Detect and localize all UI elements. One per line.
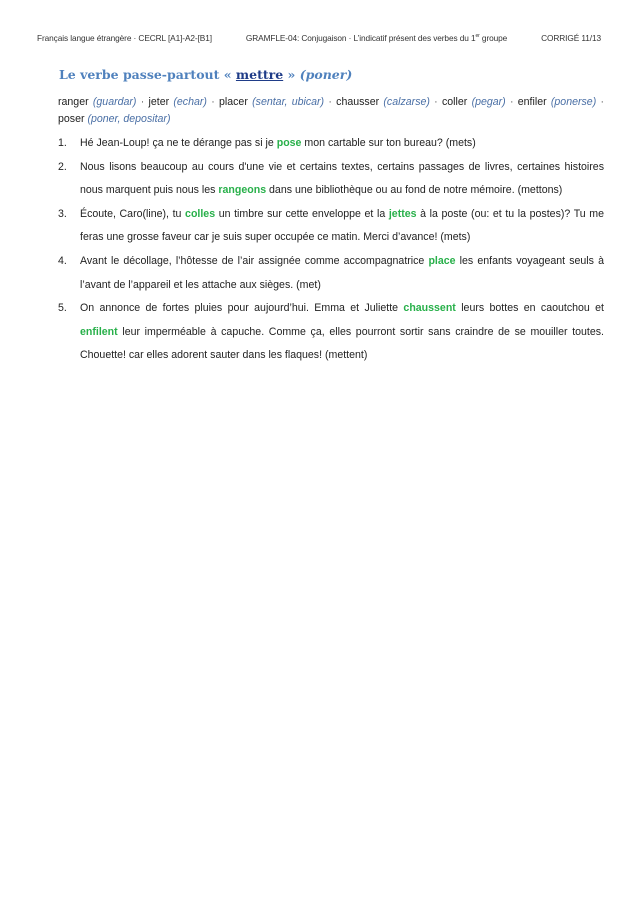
answer-verb: pose [276, 137, 302, 149]
header-lesson-sup: er [475, 33, 480, 40]
vocab-separator: · [206, 96, 219, 108]
exercise-item [58, 132, 604, 156]
vocab-verb: enfiler [517, 96, 547, 108]
answer-verb: place [428, 254, 456, 267]
header-course: Français langue étrangère · CECRL [A1]-A2-[B1] [37, 33, 212, 43]
exercise-number: 1. [58, 137, 67, 149]
exercise-number: 3. [58, 207, 67, 220]
exercise-text: Avant le décollage, l’hôtesse de l’air assignée comme accompagnatrice [80, 254, 429, 267]
exercise-number: 2. [58, 160, 67, 173]
header-page-number: CORRIGÉ 11/13 [541, 33, 601, 43]
exercise-number: 4. [58, 254, 67, 267]
exercise-text: leurs bottes en caoutchou et [455, 302, 605, 315]
vocab-verb: placer [219, 96, 248, 108]
exercise-item [58, 156, 604, 203]
answer-verb: jettes [388, 207, 417, 220]
vocab-translation: (ponerse) [550, 96, 597, 108]
answer-verb: rangeons [218, 184, 267, 197]
exercise-text: un timbre sur cette enveloppe et la [215, 207, 389, 220]
vocab-translation: (poner, depositar) [87, 113, 171, 125]
header-lesson-suffix: groupe [479, 33, 508, 43]
exercise-item [58, 250, 604, 297]
vocab-translation: (sentar, ubicar) [252, 96, 325, 108]
vocab-verb: chausser [336, 96, 380, 108]
title-suffix: » [283, 67, 300, 82]
vocab-separator: · [429, 96, 442, 108]
answer-verb: enfilent [80, 325, 118, 338]
title-translation: (poner) [299, 67, 353, 82]
vocab-verb: coller [441, 96, 468, 108]
exercise-item [58, 297, 604, 368]
header-lesson-text: GRAMFLE-04: Conjugaison · L’indicatif présent des verbes du 1 [245, 33, 476, 43]
exercise-text: On annonce de fortes pluies pour aujourd’hui. Emma et Juliette [80, 302, 404, 315]
vocab-verb: ranger [58, 96, 89, 108]
exercise-text: Hé Jean-Loup! ça ne te dérange pas si je [80, 137, 277, 149]
section-title [59, 67, 352, 82]
exercise-text: leur imperméable à capuche. Comme ça, elles pourront sortir sans craindre de se mouiller toutes. Chouette! car elles adorent sauter dans les flaques! (mettent) [80, 325, 604, 362]
exercise-text: mon cartable sur ton bureau? (mets) [301, 137, 476, 149]
exercise-number: 5. [58, 302, 67, 315]
exercise-text: à la poste (ou: et tu la postes)? Tu me feras une grosse faveur car je suis super occupée ce matin. Merci d’avance! (mets) [80, 207, 604, 244]
vocab-translation: (pegar) [471, 96, 506, 108]
title-prefix: Le verbe passe-partout « [59, 67, 236, 82]
vocab-translation: (echar) [173, 96, 207, 108]
exercise-item [58, 203, 604, 250]
exercise-text: Nous lisons beaucoup au cours d'une vie et certains textes, certains passages de livres, certaines histoires nous marquent puis nous les [80, 160, 604, 197]
answer-verb: chaussent [403, 302, 456, 315]
answer-verb: colles [185, 207, 216, 220]
vocab-separator: · [596, 96, 605, 108]
vocab-separator: · [136, 96, 149, 108]
vocab-separator: · [324, 96, 337, 108]
vocab-translation: (calzarse) [383, 96, 430, 108]
exercise-list [58, 132, 604, 368]
exercise-text: les enfants voyageant seuls à l’avant de l’appareil et les attache aux sièges. (met) [80, 254, 604, 291]
vocab-verb: poser [58, 113, 85, 125]
title-keyword: mettre [235, 67, 284, 82]
header-lesson [246, 33, 507, 43]
vocab-verb: jeter [148, 96, 170, 108]
exercise-text: Écoute, Caro(line), tu [80, 207, 186, 220]
vocab-separator: · [505, 96, 518, 108]
page-header [37, 33, 601, 43]
vocabulary-list [58, 94, 604, 128]
exercise-text: dans une bibliothèque ou au fond de notre mémoire. (mettons) [266, 184, 563, 197]
vocab-translation: (guardar) [92, 96, 137, 108]
